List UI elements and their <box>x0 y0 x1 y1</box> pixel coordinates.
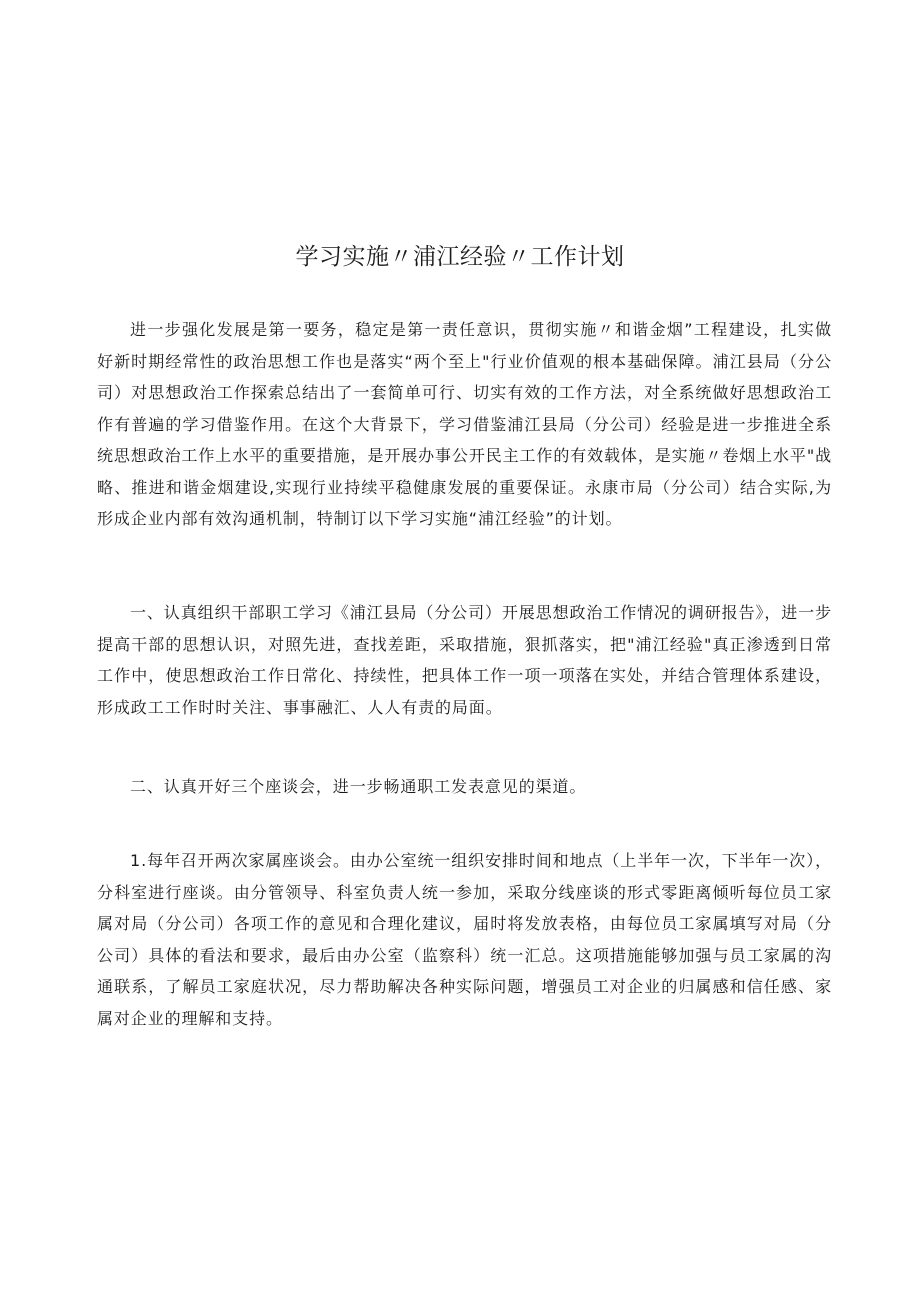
paragraph-section-1: 一、认真组织干部职工学习《浦江县局（分公司）开展思想政治工作情况的调研报告》，进一步提高干部的思想认识，对照先进，查找差距，采取措施，狠抓落实，把"浦江经验"真正渗透到日常工作中，使思想政治工作日常化、持续性，把具体工作一项一项落在实处，并结合管理体系建设，形成政工工作时时关注、事事融汇、人人有责的局面。 <box>97 603 832 717</box>
paragraph-intro: 进一步强化发展是第一要务，稳定是第一责任意识，贯彻实施〃和谐金烟”工程建设，扎实做好新时期经常性的政治思想工作也是落实“两个至上"行业价值观的根本基础保障。浦江县局（分公司）对思想政治工作探索总结出了一套简单可行、切实有效的工作方法，对全系统做好思想政治工作有普遍的学习借鉴作用。在这个大背景下，学习借鉴浦江县局（分公司）经验是进一步推进全系统思想政治工作上水平的重要措施，是开展办事公开民主工作的有效载体，是实施〃卷烟上水平"战略、推进和谐金烟建设,实现行业持续平稳健康发展的重要保证。永康市局（分公司）结合实际,为形成企业内部有效沟通机制，特制订以下学习实施“浦江经验”的计划。 <box>97 320 832 528</box>
page-title: 学习实施〃浦江经验〃工作计划 <box>295 244 625 270</box>
paragraph-section-2: 二、认真开好三个座谈会，进一步畅通职工发表意见的渠道。 <box>130 777 587 796</box>
paragraph-item-1: 1.每年召开两次家属座谈会。由办公室统一组织安排时间和地点（上半年一次，下半年一次），分科室进行座谈。由分管领导、科室负责人统一参加，采取分线座谈的形式零距离倾听每位员工家属对局（分公司）各项工作的意见和合理化建议，届时将发放表格，由每位员工家属填写对局（分公司）具体的看法和要求，最后由办公室（监察科）统一汇总。这项措施能够加强与员工家属的沟通联系，了解员工家庭状况，尽力帮助解决各种实际问题，增强员工对企业的归属感和信任感、家属对企业的理解和支持。 <box>97 851 832 1028</box>
